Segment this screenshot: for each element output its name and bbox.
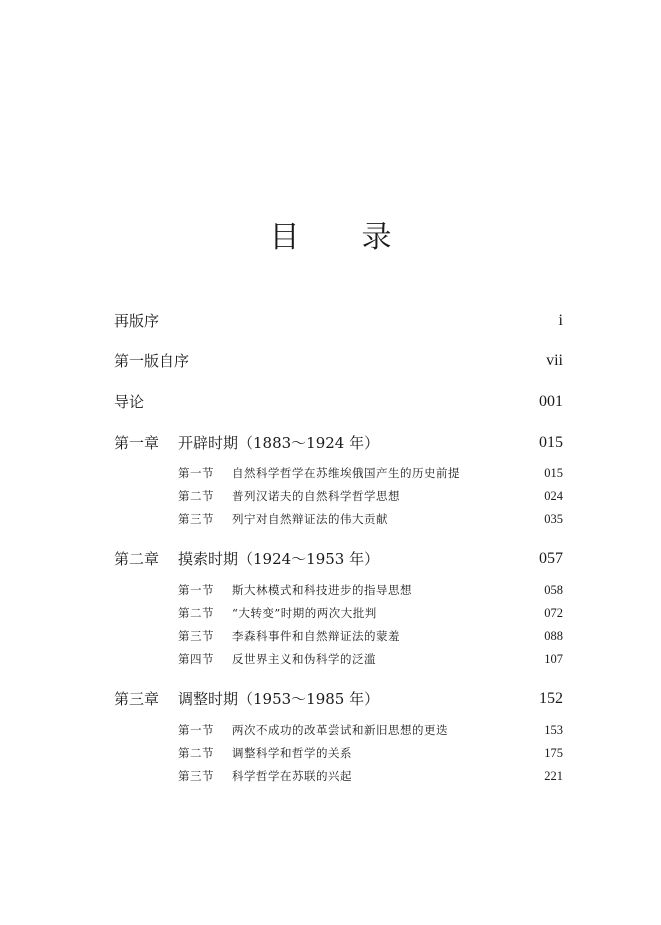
- section-title: 两次不成功的改革尝试和新旧思想的更迭: [232, 723, 448, 737]
- title-char-2: 录: [361, 220, 392, 255]
- chapter-page: 057: [539, 550, 563, 567]
- toc-section[interactable]: [178, 509, 563, 529]
- toc-section[interactable]: [178, 649, 563, 669]
- chapter-page: 015: [539, 434, 563, 451]
- toc-section[interactable]: [178, 743, 563, 763]
- section-title: 调整科学和哲学的关系: [232, 746, 352, 760]
- toc-entry-introduction[interactable]: [114, 391, 563, 413]
- section-title: 反世界主义和伪科学的泛滥: [232, 652, 376, 666]
- toc-section[interactable]: [178, 580, 563, 600]
- toc-chapter-3[interactable]: [114, 688, 563, 710]
- toc-chapter-2[interactable]: [114, 548, 563, 570]
- title-char-1: 目: [269, 220, 300, 255]
- section-number: 第四节: [178, 652, 214, 666]
- section-title: 斯大林模式和科技进步的指导思想: [232, 583, 412, 597]
- toc-section[interactable]: [178, 626, 563, 646]
- toc-section[interactable]: [178, 720, 563, 740]
- section-number: 第二节: [178, 746, 214, 760]
- toc-entry-preface-reprint[interactable]: [114, 310, 563, 332]
- toc-entry-page: vii: [546, 352, 563, 369]
- toc-entry-label: 第一版自序: [114, 352, 190, 370]
- section-number: 第三节: [178, 629, 214, 643]
- section-page: 015: [544, 466, 563, 480]
- section-number: 第三节: [178, 769, 214, 783]
- section-number: 第二节: [178, 489, 214, 503]
- section-title: 普列汉诺夫的自然科学哲学思想: [232, 489, 400, 503]
- section-page: 072: [544, 606, 563, 620]
- chapter-number: 第一章: [114, 434, 160, 452]
- section-page: 175: [544, 746, 563, 760]
- section-title: “大转变”时期的两次大批判: [232, 606, 377, 620]
- section-number: 第一节: [178, 583, 214, 597]
- page-title: [0, 212, 661, 256]
- section-title: 科学哲学在苏联的兴起: [232, 769, 352, 783]
- chapter-title: 摸索时期（1924～1953 年）: [178, 550, 380, 568]
- toc-entry-page: 001: [539, 393, 563, 410]
- toc-section[interactable]: [178, 603, 563, 623]
- section-title: 列宁对自然辩证法的伟大贡献: [232, 512, 388, 526]
- section-page: 107: [544, 652, 563, 666]
- section-page: 058: [544, 583, 563, 597]
- toc-entry-label: 导论: [114, 393, 145, 411]
- toc-section[interactable]: [178, 766, 563, 786]
- section-page: 035: [544, 512, 563, 526]
- toc-entry-preface-first[interactable]: [114, 350, 563, 372]
- section-title: 自然科学哲学在苏维埃俄国产生的历史前提: [232, 466, 460, 480]
- chapter-number: 第二章: [114, 550, 160, 568]
- toc-chapter-1[interactable]: [114, 432, 563, 454]
- section-title: 李森科事件和自然辩证法的蒙羞: [232, 629, 400, 643]
- section-page: 024: [544, 489, 563, 503]
- toc-entry-page: i: [558, 312, 563, 329]
- chapter-number: 第三章: [114, 690, 160, 708]
- section-page: 221: [544, 769, 563, 783]
- toc-section[interactable]: [178, 486, 563, 506]
- chapter-title: 调整时期（1953～1985 年）: [178, 690, 380, 708]
- section-number: 第三节: [178, 512, 214, 526]
- section-page: 088: [544, 629, 563, 643]
- section-number: 第一节: [178, 466, 214, 480]
- section-number: 第一节: [178, 723, 214, 737]
- section-page: 153: [544, 723, 563, 737]
- section-number: 第二节: [178, 606, 214, 620]
- chapter-page: 152: [539, 690, 563, 707]
- chapter-title: 开辟时期（1883～1924 年）: [178, 434, 380, 452]
- toc-section[interactable]: [178, 463, 563, 483]
- toc-entry-label: 再版序: [114, 312, 160, 330]
